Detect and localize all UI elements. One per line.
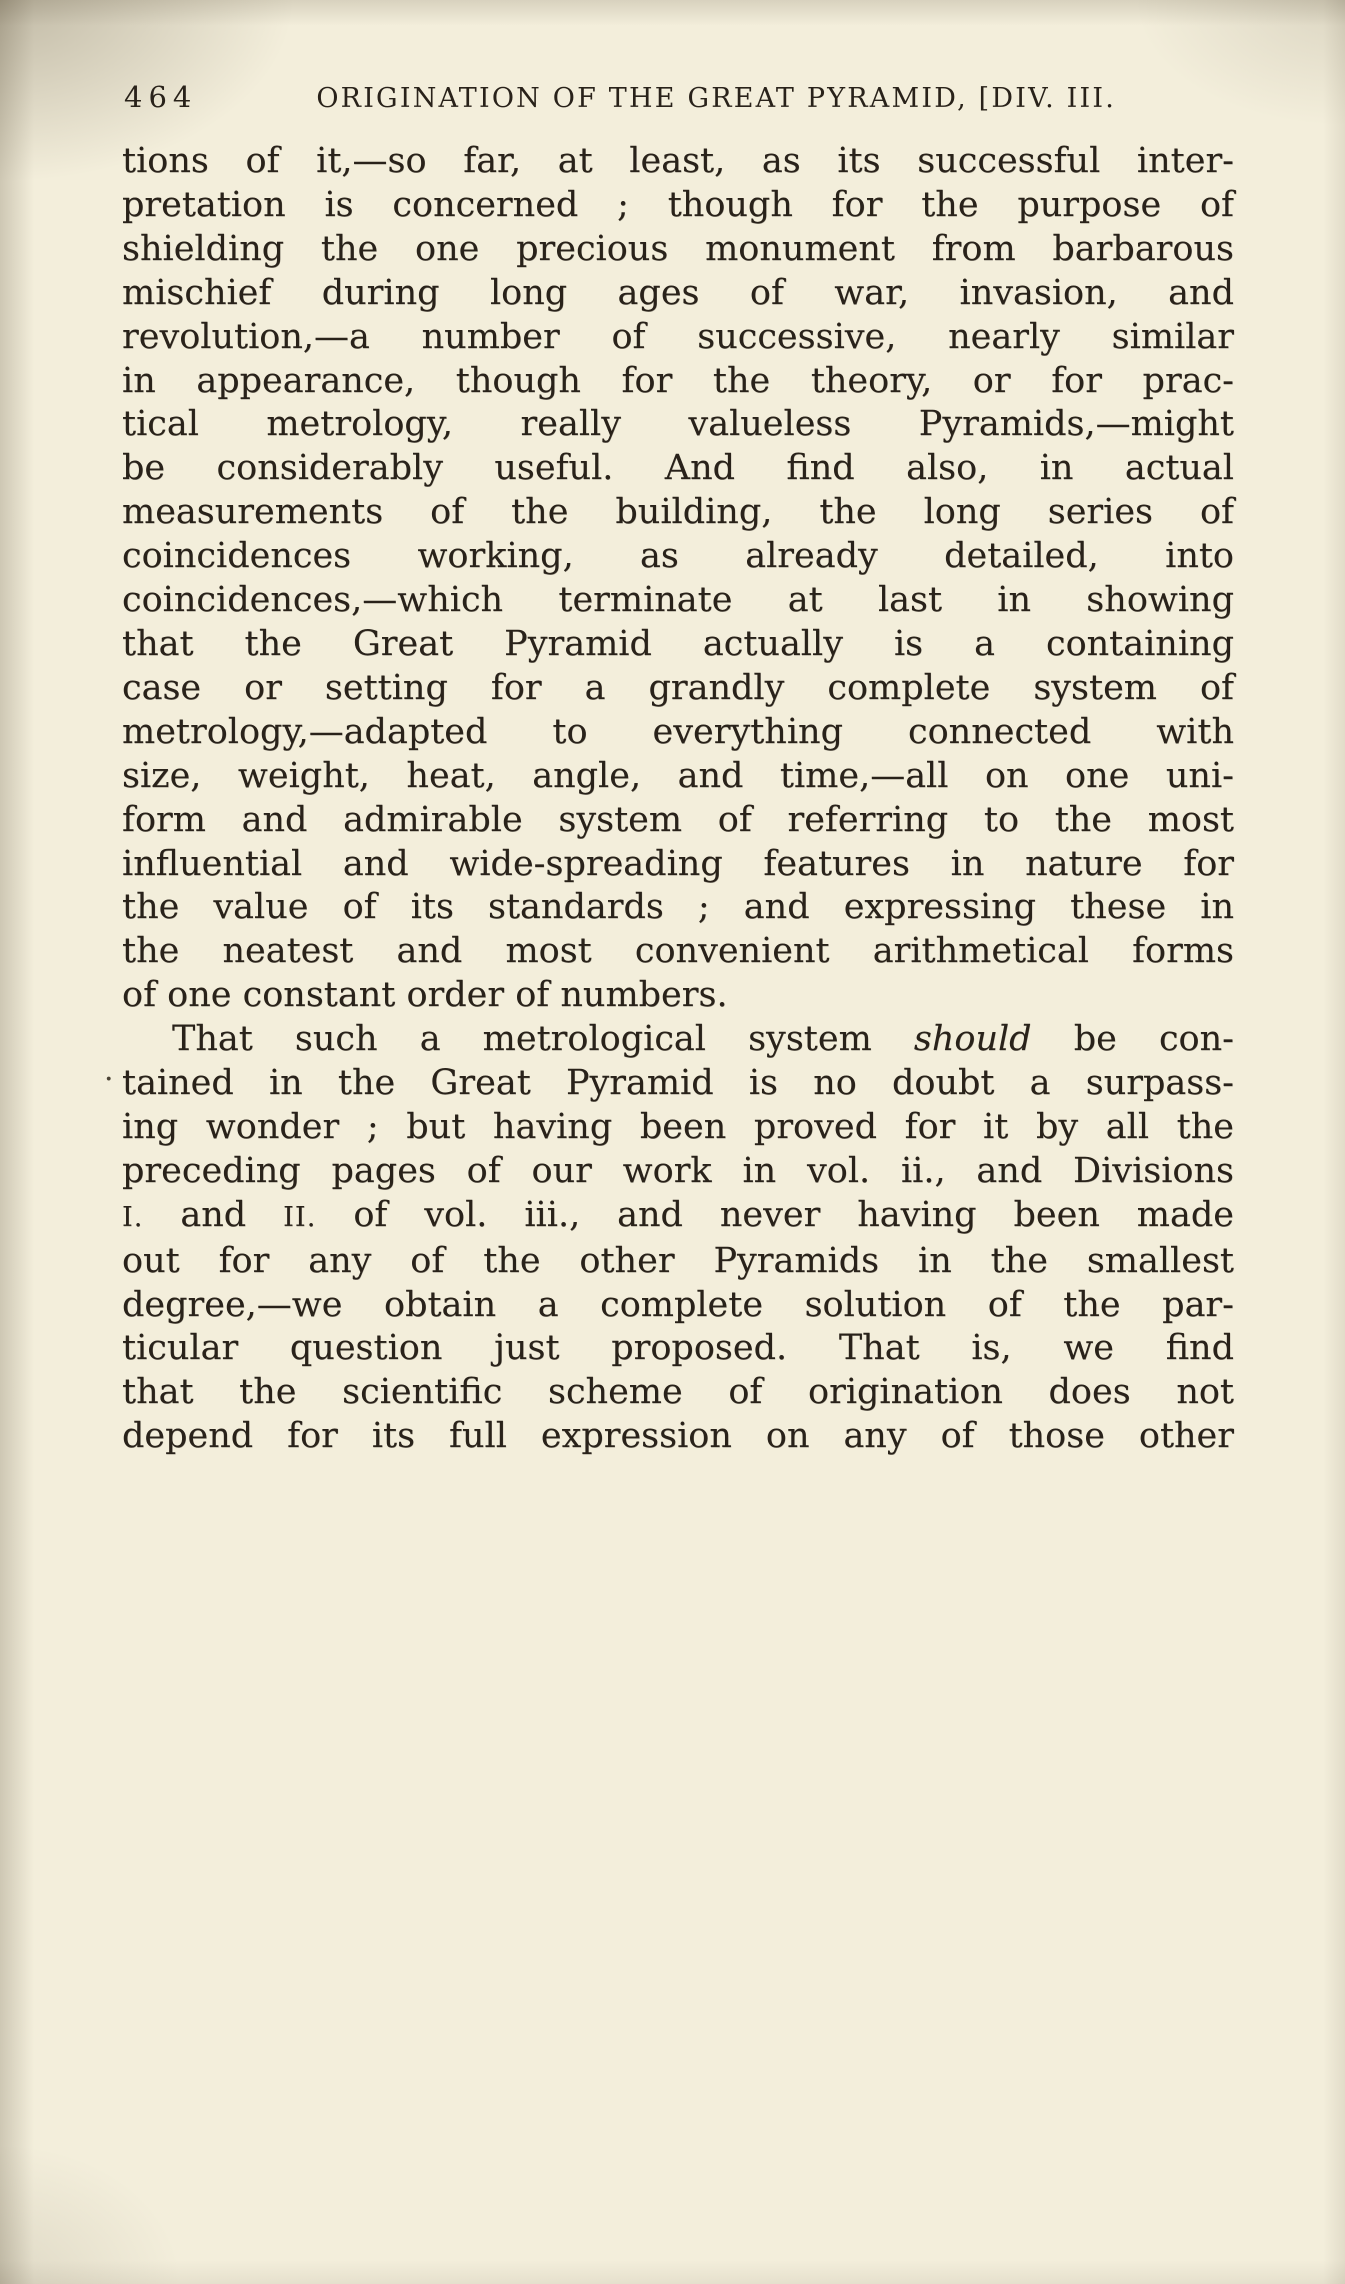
text-line: size, weight, heat, angle, and time,—all on one uni- [122, 755, 1234, 796]
text-line: metrology,—adapted to everything connected with [122, 711, 1234, 752]
text-line: out for any of the other Pyramids in the smallest [122, 1240, 1234, 1281]
text-segment: of vol. iii., and never having been made [316, 1194, 1234, 1235]
text-line: depend for its full expression on any of those other [122, 1416, 1234, 1457]
smallcap-numeral: I. [122, 1201, 144, 1233]
text-line: mischief during long ages of war, invasion, and [122, 272, 1234, 313]
text-line: tions of it,—so far, at least, as its successful inter- [122, 141, 1234, 181]
text-segment: That such a metrological system [172, 1019, 914, 1060]
text-line: of one constant order of numbers. [122, 975, 728, 1016]
text-line: coincidences working, as already detailed, into [122, 536, 1234, 577]
text-line: revolution,—a number of successive, nearly similar [122, 316, 1234, 357]
text-line: that the Great Pyramid actually is a containing [122, 623, 1234, 664]
text-line: shielding the one precious monument from barbarous [122, 228, 1234, 269]
text-line [122, 1018, 1234, 1062]
text-line: ticular question just proposed. That is, we find [122, 1328, 1234, 1369]
page-header [124, 80, 1235, 114]
text-line: pretation is concerned ; though for the purpose of [122, 184, 1234, 225]
italic-word: should [913, 1019, 1032, 1060]
text-line: be considerably useful. And find also, in actual [122, 448, 1234, 489]
text-line: the neatest and most convenient arithmetical forms [122, 931, 1234, 972]
text-line: tical metrology, really valueless Pyramids,—might [122, 404, 1234, 445]
text-line: measurements of the building, the long series of [122, 492, 1234, 533]
print-artifact-dot: · [104, 1062, 114, 1097]
text-line [122, 1194, 1234, 1240]
running-title: ORIGINATION OF THE GREAT PYRAMID, [DIV. III. [316, 83, 1117, 114]
text-line: tained in the Great Pyramid is no doubt a surpass- [122, 1063, 1234, 1104]
text-line: ing wonder ; but having been proved for it by all the [122, 1106, 1234, 1147]
text-line: degree,—we obtain a complete solution of the par- [122, 1284, 1234, 1325]
smallcap-numeral: II. [283, 1201, 317, 1233]
text-line: that the scientific scheme of origination does not [122, 1372, 1234, 1413]
text-line: coincidences,—which terminate at last in showing [122, 580, 1234, 621]
page-number: 464 [124, 80, 198, 114]
text-line: in appearance, though for the theory, or for prac- [122, 360, 1234, 401]
text-line: the value of its standards ; and expressing these in [122, 887, 1234, 928]
text-line: preceding pages of our work in vol. ii., and Divisions [122, 1150, 1234, 1191]
text-block [122, 140, 1234, 1459]
text-segment: be con- [1031, 1019, 1234, 1060]
text-line: influential and wide-spreading features in nature for [122, 843, 1234, 884]
text-segment: and [143, 1194, 284, 1235]
text-line: case or setting for a grandly complete system of [122, 667, 1234, 708]
text-line: form and admirable system of referring to the most [122, 799, 1234, 840]
